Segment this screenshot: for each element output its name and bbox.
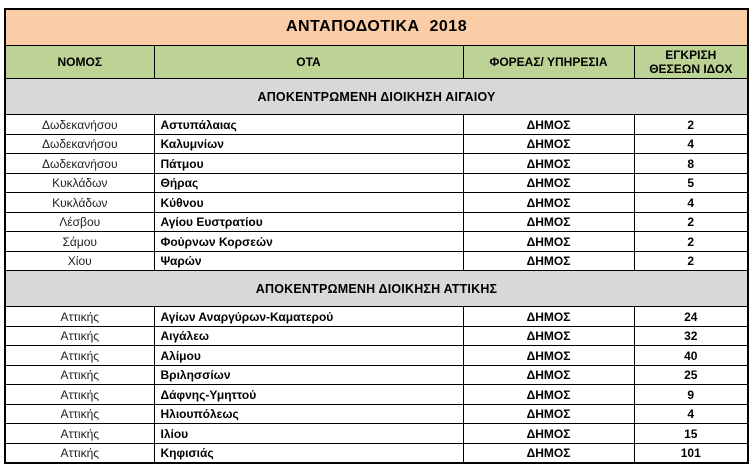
nomos-cell: Σάμου	[5, 232, 154, 252]
ota-cell: Δάφνης-Υμηττού	[154, 385, 463, 405]
title-row	[5, 9, 748, 45]
positions-cell: 5	[634, 173, 748, 193]
nomos-cell: Λέσβου	[5, 212, 154, 232]
ota-cell: Κηφισιάς	[154, 443, 463, 463]
ota-cell: Καλυμνίων	[154, 134, 463, 154]
positions-cell: 2	[634, 232, 748, 252]
nomos-cell: Δωδεκανήσου	[5, 115, 154, 135]
nomos-cell: Αττικής	[5, 424, 154, 444]
foreas-cell: ΔΗΜΟΣ	[463, 424, 634, 444]
table-row	[5, 251, 748, 271]
positions-cell: 40	[634, 346, 748, 366]
nomos-cell: Κυκλάδων	[5, 173, 154, 193]
nomos-cell: Χίου	[5, 251, 154, 271]
positions-cell: 4	[634, 193, 748, 213]
table-row	[5, 424, 748, 444]
positions-cell: 101	[634, 443, 748, 463]
column-header-row	[5, 45, 748, 79]
section-header: ΑΠΟΚΕΝΤΡΩΜΕΝΗ ΔΙΟΙΚΗΣΗ ΑΤΤΙΚΗΣ	[5, 271, 748, 307]
foreas-cell: ΔΗΜΟΣ	[463, 173, 634, 193]
ota-cell: Αιγάλεω	[154, 326, 463, 346]
positions-cell: 4	[634, 404, 748, 424]
table-row	[5, 193, 748, 213]
nomos-cell: Αττικής	[5, 346, 154, 366]
positions-cell: 2	[634, 212, 748, 232]
nomos-cell: Δωδεκανήσου	[5, 134, 154, 154]
table-row	[5, 115, 748, 135]
positions-cell: 25	[634, 365, 748, 385]
ota-cell: Αστυπάλαιας	[154, 115, 463, 135]
foreas-cell: ΔΗΜΟΣ	[463, 307, 634, 327]
foreas-cell: ΔΗΜΟΣ	[463, 154, 634, 174]
foreas-cell: ΔΗΜΟΣ	[463, 251, 634, 271]
nomos-cell: Αττικής	[5, 404, 154, 424]
positions-cell: 9	[634, 385, 748, 405]
foreas-cell: ΔΗΜΟΣ	[463, 346, 634, 366]
table-row	[5, 154, 748, 174]
foreas-cell: ΔΗΜΟΣ	[463, 115, 634, 135]
foreas-cell: ΔΗΜΟΣ	[463, 193, 634, 213]
table-row	[5, 443, 748, 463]
ota-cell: Πάτμου	[154, 154, 463, 174]
antapodotika-table	[4, 8, 749, 464]
foreas-cell: ΔΗΜΟΣ	[463, 212, 634, 232]
positions-cell: 8	[634, 154, 748, 174]
column-header-2: ΦΟΡΕΑΣ/ ΥΠΗΡΕΣΙΑ	[463, 45, 634, 79]
foreas-cell: ΔΗΜΟΣ	[463, 365, 634, 385]
nomos-cell: Κυκλάδων	[5, 193, 154, 213]
nomos-cell: Αττικής	[5, 307, 154, 327]
foreas-cell: ΔΗΜΟΣ	[463, 443, 634, 463]
positions-cell: 15	[634, 424, 748, 444]
column-header-3: ΕΓΚΡΙΣΗ ΘΕΣΕΩΝ ΙΔΟΧ	[634, 45, 748, 79]
foreas-cell: ΔΗΜΟΣ	[463, 134, 634, 154]
column-header-0: ΝΟΜΟΣ	[5, 45, 154, 79]
table-row	[5, 232, 748, 252]
positions-cell: 2	[634, 251, 748, 271]
ota-cell: Θήρας	[154, 173, 463, 193]
nomos-cell: Αττικής	[5, 443, 154, 463]
section-header: ΑΠΟΚΕΝΤΡΩΜΕΝΗ ΔΙΟΙΚΗΣΗ ΑΙΓΑΙΟΥ	[5, 79, 748, 115]
ota-cell: Κύθνου	[154, 193, 463, 213]
nomos-cell: Αττικής	[5, 326, 154, 346]
table-row	[5, 173, 748, 193]
table-title: ΑΝΤΑΠΟΔΟΤΙΚΑ 2018	[5, 9, 748, 45]
foreas-cell: ΔΗΜΟΣ	[463, 385, 634, 405]
section-row	[5, 271, 748, 307]
ota-cell: Βριλησσίων	[154, 365, 463, 385]
nomos-cell: Δωδεκανήσου	[5, 154, 154, 174]
table-row	[5, 212, 748, 232]
ota-cell: Ιλίου	[154, 424, 463, 444]
ota-cell: Ηλιουπόλεως	[154, 404, 463, 424]
positions-cell: 24	[634, 307, 748, 327]
ota-cell: Αλίμου	[154, 346, 463, 366]
foreas-cell: ΔΗΜΟΣ	[463, 232, 634, 252]
positions-cell: 4	[634, 134, 748, 154]
positions-cell: 2	[634, 115, 748, 135]
ota-cell: Αγίων Αναργύρων-Καματερού	[154, 307, 463, 327]
column-header-1: ΟΤΑ	[154, 45, 463, 79]
table-row	[5, 365, 748, 385]
section-row	[5, 79, 748, 115]
table-row	[5, 134, 748, 154]
ota-cell: Αγίου Ευστρατίου	[154, 212, 463, 232]
table-row	[5, 307, 748, 327]
table-row	[5, 346, 748, 366]
foreas-cell: ΔΗΜΟΣ	[463, 404, 634, 424]
table-row	[5, 326, 748, 346]
nomos-cell: Αττικής	[5, 365, 154, 385]
table-row	[5, 385, 748, 405]
ota-cell: Φούρνων Κορσεών	[154, 232, 463, 252]
nomos-cell: Αττικής	[5, 385, 154, 405]
table-row	[5, 404, 748, 424]
foreas-cell: ΔΗΜΟΣ	[463, 326, 634, 346]
positions-cell: 32	[634, 326, 748, 346]
ota-cell: Ψαρών	[154, 251, 463, 271]
